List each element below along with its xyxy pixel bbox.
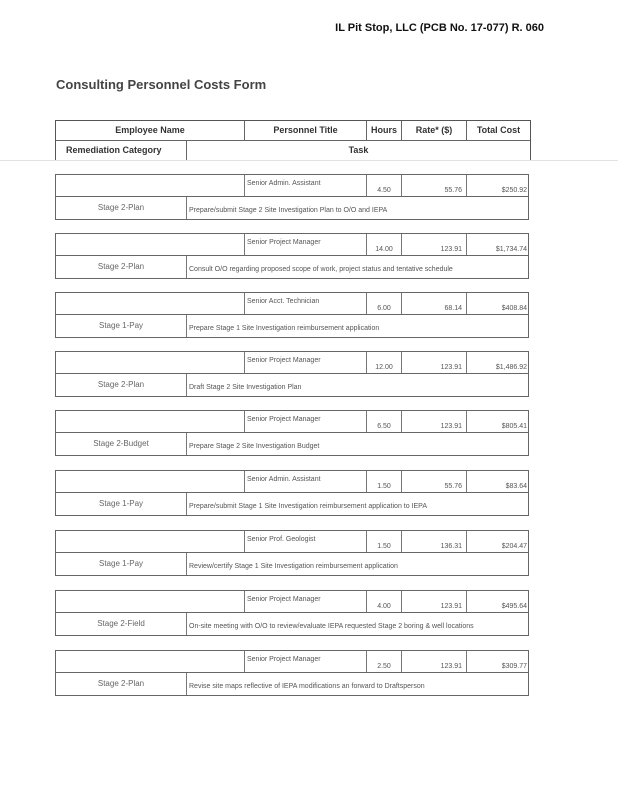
row-cost-line bbox=[55, 590, 529, 613]
personnel-title: Senior Prof. Geologist bbox=[247, 536, 316, 543]
personnel-title: Senior Project Manager bbox=[247, 239, 321, 246]
remediation-category: Stage 2-Plan bbox=[97, 262, 145, 271]
row-cost-line bbox=[55, 530, 529, 553]
task-description: Draft Stage 2 Site Investigation Plan bbox=[189, 384, 302, 391]
row-cost-line bbox=[55, 292, 529, 315]
rate: 136.31 bbox=[440, 543, 462, 550]
table-row bbox=[55, 530, 529, 576]
row-task-line bbox=[55, 256, 529, 279]
header-personnel-title: Personnel Title bbox=[273, 125, 338, 135]
hours: 4.00 bbox=[377, 603, 391, 610]
header-remediation-category: Remediation Category bbox=[66, 145, 162, 155]
hours: 4.50 bbox=[377, 187, 391, 194]
header-rate: Rate* ($) bbox=[415, 125, 453, 135]
row-cost-line bbox=[55, 410, 529, 433]
hours: 6.00 bbox=[377, 305, 391, 312]
personnel-title: Senior Acct. Technician bbox=[247, 298, 320, 305]
personnel-title: Senior Project Manager bbox=[247, 416, 321, 423]
task-description: Prepare/submit Stage 1 Site Investigation reimbursement application to IEPA bbox=[189, 503, 427, 510]
row-task-line bbox=[55, 197, 529, 220]
table-row bbox=[55, 590, 529, 636]
hours: 6.50 bbox=[377, 423, 391, 430]
total-cost: $1,734.74 bbox=[495, 246, 527, 253]
table-row bbox=[55, 233, 529, 279]
task-description: Prepare/submit Stage 2 Site Investigation Plan to O/O and IEPA bbox=[189, 207, 388, 214]
rate: 55.76 bbox=[444, 483, 462, 490]
total-cost: $250.92 bbox=[501, 187, 527, 194]
row-cost-line bbox=[55, 650, 529, 673]
row-task-line bbox=[55, 673, 529, 696]
hours: 14.00 bbox=[375, 246, 393, 253]
table-header bbox=[55, 120, 531, 161]
remediation-category: Stage 2-Plan bbox=[97, 380, 145, 389]
task-description: Revise site maps reflective of IEPA modifications an forward to Draftsperson bbox=[189, 683, 425, 690]
row-cost-line bbox=[55, 470, 529, 493]
remediation-category: Stage 2-Plan bbox=[97, 679, 145, 688]
personnel-title: Senior Admin. Assistant bbox=[247, 476, 321, 483]
row-cost-line bbox=[55, 233, 529, 256]
table-row bbox=[55, 292, 529, 338]
remediation-category: Stage 2-Plan bbox=[97, 203, 145, 212]
total-cost: $805.41 bbox=[501, 423, 527, 430]
personnel-title: Senior Admin. Assistant bbox=[247, 180, 321, 187]
hours: 1.50 bbox=[377, 543, 391, 550]
hours: 1.50 bbox=[377, 483, 391, 490]
remediation-category: Stage 1-Pay bbox=[98, 321, 144, 330]
row-task-line bbox=[55, 374, 529, 397]
total-cost: $309.77 bbox=[501, 663, 527, 670]
header-total-cost: Total Cost bbox=[476, 125, 521, 135]
rate: 123.91 bbox=[440, 364, 462, 371]
remediation-category: Stage 1-Pay bbox=[98, 559, 144, 568]
total-cost: $1,486.92 bbox=[495, 364, 527, 371]
total-cost: $408.84 bbox=[501, 305, 527, 312]
table-row bbox=[55, 174, 529, 220]
row-cost-line bbox=[55, 351, 529, 374]
remediation-category: Stage 1-Pay bbox=[98, 499, 144, 508]
hours: 12.00 bbox=[375, 364, 393, 371]
header-employee-name: Employee Name bbox=[115, 125, 185, 135]
total-cost: $204.47 bbox=[501, 543, 527, 550]
task-description: Prepare Stage 1 Site Investigation reimbursement application bbox=[189, 325, 380, 332]
row-task-line bbox=[55, 553, 529, 576]
personnel-title: Senior Project Manager bbox=[247, 357, 321, 364]
rate: 123.91 bbox=[440, 423, 462, 430]
task-description: On-site meeting with O/O to review/evaluate IEPA requested Stage 2 boring & well locations bbox=[189, 623, 474, 630]
personnel-title: Senior Project Manager bbox=[247, 656, 321, 663]
row-task-line bbox=[55, 315, 529, 338]
horizontal-rule bbox=[0, 160, 618, 161]
remediation-category: Stage 2-Field bbox=[97, 619, 145, 628]
row-task-line bbox=[55, 493, 529, 516]
rate: 123.91 bbox=[440, 663, 462, 670]
row-task-line bbox=[55, 433, 529, 456]
row-task-line bbox=[55, 613, 529, 636]
document-reference: IL Pit Stop, LLC (PCB No. 17-077) R. 060 bbox=[335, 22, 544, 34]
hours: 2.50 bbox=[377, 663, 391, 670]
personnel-title: Senior Project Manager bbox=[247, 596, 321, 603]
rate: 123.91 bbox=[440, 246, 462, 253]
task-description: Consult O/O regarding proposed scope of work, project status and tentative schedule bbox=[189, 266, 453, 273]
rate: 123.91 bbox=[440, 603, 462, 610]
task-description: Prepare Stage 2 Site Investigation Budget bbox=[189, 443, 320, 450]
table-header-row-1 bbox=[56, 121, 530, 141]
table-header-row-2 bbox=[56, 141, 530, 160]
table-row bbox=[55, 650, 529, 696]
form-title: Consulting Personnel Costs Form bbox=[56, 77, 267, 92]
rate: 55.76 bbox=[444, 187, 462, 194]
total-cost: $83.64 bbox=[505, 483, 527, 490]
task-description: Review/certify Stage 1 Site Investigation reimbursement application bbox=[189, 563, 398, 570]
remediation-category: Stage 2-Budget bbox=[93, 439, 149, 448]
rate: 68.14 bbox=[444, 305, 462, 312]
header-task: Task bbox=[348, 145, 369, 155]
row-cost-line bbox=[55, 174, 529, 197]
table-row bbox=[55, 410, 529, 456]
table-row bbox=[55, 351, 529, 397]
header-hours: Hours bbox=[370, 125, 397, 135]
total-cost: $495.64 bbox=[501, 603, 527, 610]
table-row bbox=[55, 470, 529, 516]
